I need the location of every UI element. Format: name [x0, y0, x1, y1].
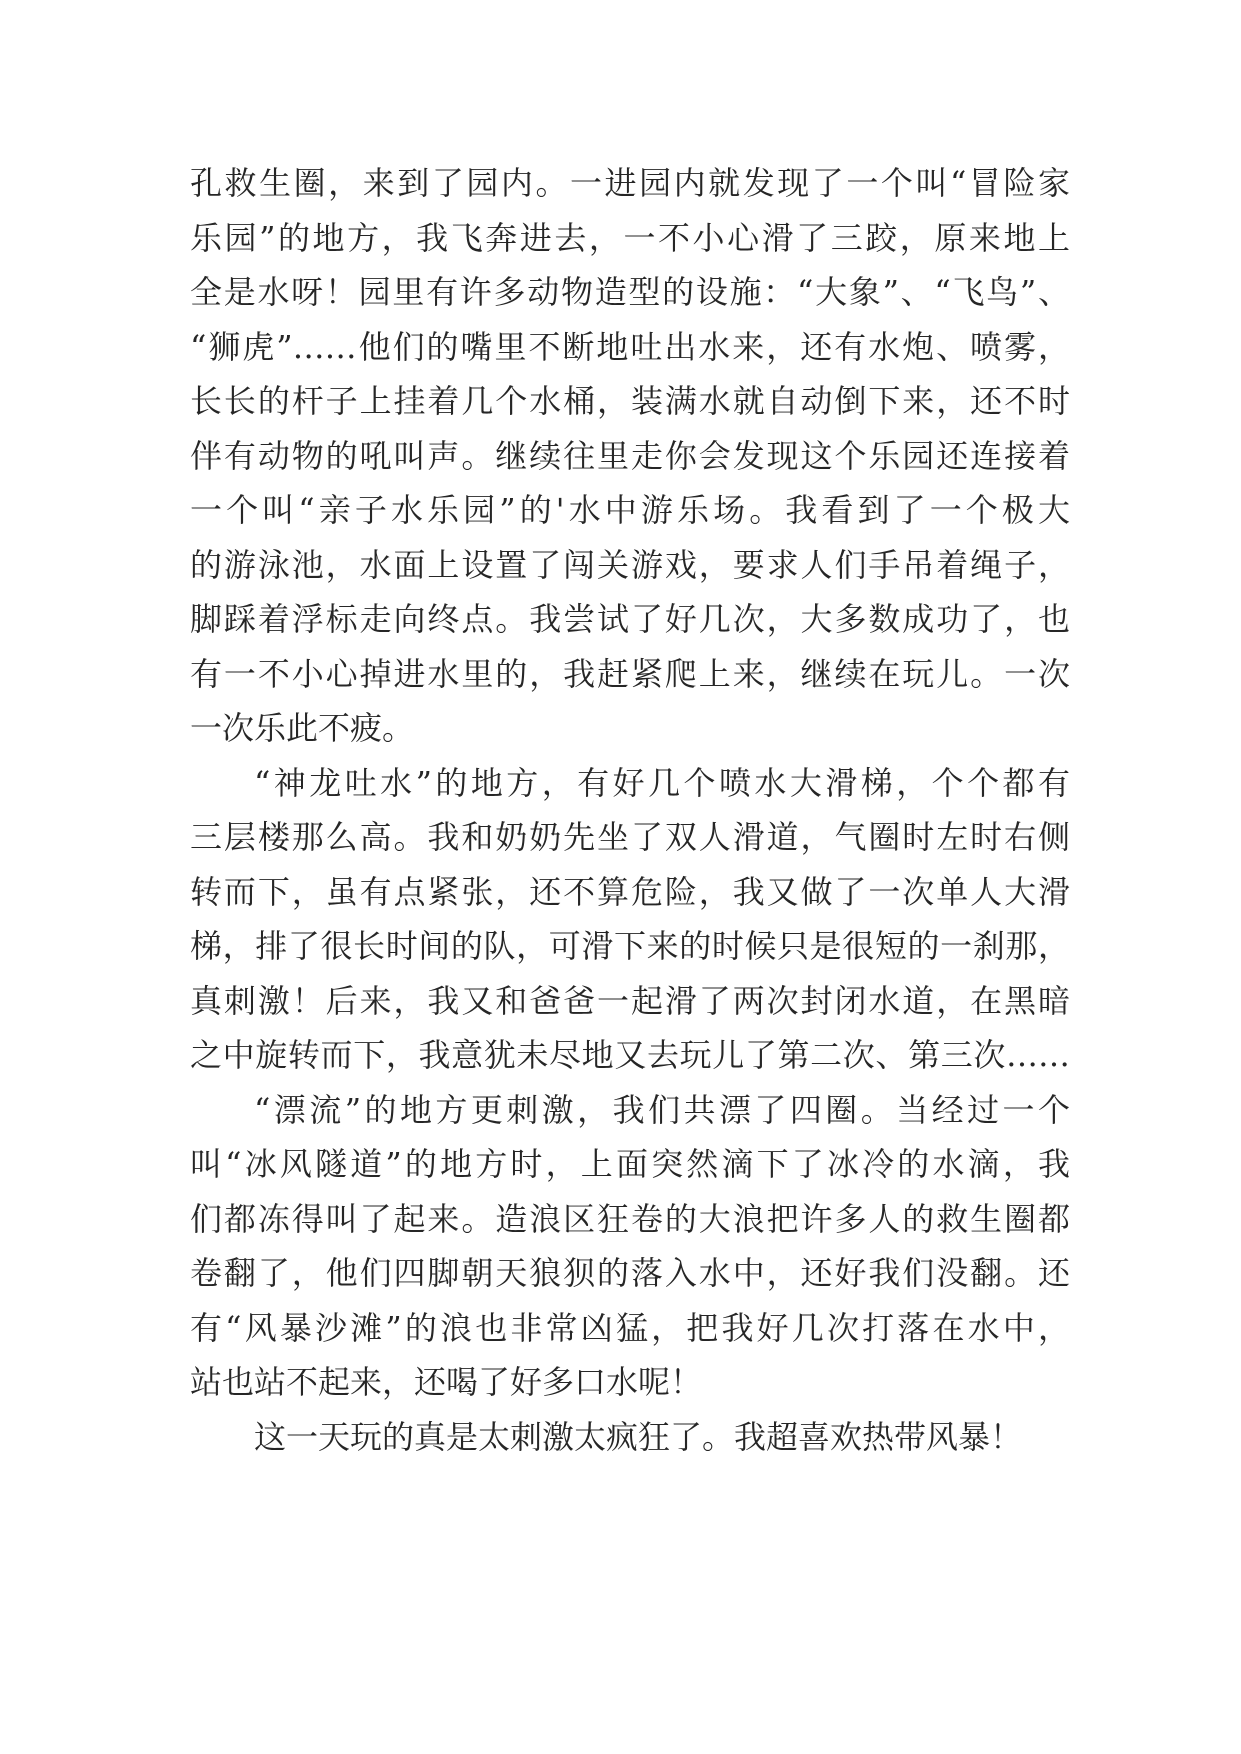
text-line: 孔救生圈，来到了园内。一进园内就发现了一个叫“冒险家 — [190, 164, 1070, 202]
text-line: 乐园”的地方，我飞奔进去，一不小心滑了三跤，原来地上 — [190, 218, 1070, 257]
text-line: 真刺激！后来，我又和爸爸一起滑了两次封闭水道，在黑暗 — [190, 981, 1070, 1020]
text-line: “狮虎”……他们的嘴里不断地吐出水来，还有水炮、喷雾， — [190, 327, 1070, 366]
paragraph-first-line: “漂流”的地方更刺激，我们共漂了四圈。当经过一个 — [254, 1090, 1070, 1129]
essay-body — [190, 156, 1070, 1464]
text-line: 梯，排了很长时间的队，可滑下来的时候只是很短的一刹那， — [190, 927, 1070, 965]
text-line: 的游泳池，水面上设置了闯关游戏，要求人们手吊着绳子， — [190, 545, 1070, 584]
text-line: 一个叫“亲子水乐园”的'水中游乐场。我看到了一个极大 — [190, 491, 1070, 529]
text-line: 卷翻了，他们四脚朝天狼狈的落入水中，还好我们没翻。还 — [190, 1254, 1070, 1292]
text-line: 叫“冰风隧道”的地方时，上面突然滴下了冰冷的水滴，我 — [190, 1145, 1070, 1183]
paragraph-end-line: 站也站不起来，还喝了好多口水呢！ — [190, 1363, 703, 1401]
text-line: 有一不小心掉进水里的，我赶紧爬上来，继续在玩儿。一次 — [190, 654, 1070, 693]
paragraph-first-line: “神龙吐水”的地方，有好几个喷水大滑梯，个个都有 — [254, 763, 1070, 802]
text-line: 伴有动物的吼叫声。继续往里走你会发现这个乐园还连接着 — [190, 436, 1070, 475]
paragraph-end-line: 之中旋转而下，我意犹未尽地又去玩儿了第二次、第三次…… — [190, 1036, 1070, 1074]
text-line: 长长的杆子上挂着几个水桶，装满水就自动倒下来，还不时 — [190, 382, 1070, 420]
text-line: 转而下，虽有点紧张，还不算危险，我又做了一次单人大滑 — [190, 872, 1070, 911]
paragraph-end-line: 一次乐此不疲。 — [190, 709, 415, 747]
text-line: 全是水呀！园里有许多动物造型的设施：“大象”、“飞鸟”、 — [190, 273, 1070, 311]
text-line: 三层楼那么高。我和奶奶先坐了双人滑道，气圈时左时右侧 — [190, 818, 1070, 856]
closing-paragraph-line: 这一天玩的真是太刺激太疯狂了。我超喜欢热带风暴！ — [254, 1417, 1023, 1456]
text-line: 们都冻得叫了起来。造浪区狂卷的大浪把许多人的救生圈都 — [190, 1199, 1070, 1238]
text-line: 脚踩着浮标走向终点。我尝试了好几次，大多数成功了，也 — [190, 600, 1070, 638]
text-line: 有“风暴沙滩”的浪也非常凶猛，把我好几次打落在水中， — [190, 1308, 1070, 1347]
